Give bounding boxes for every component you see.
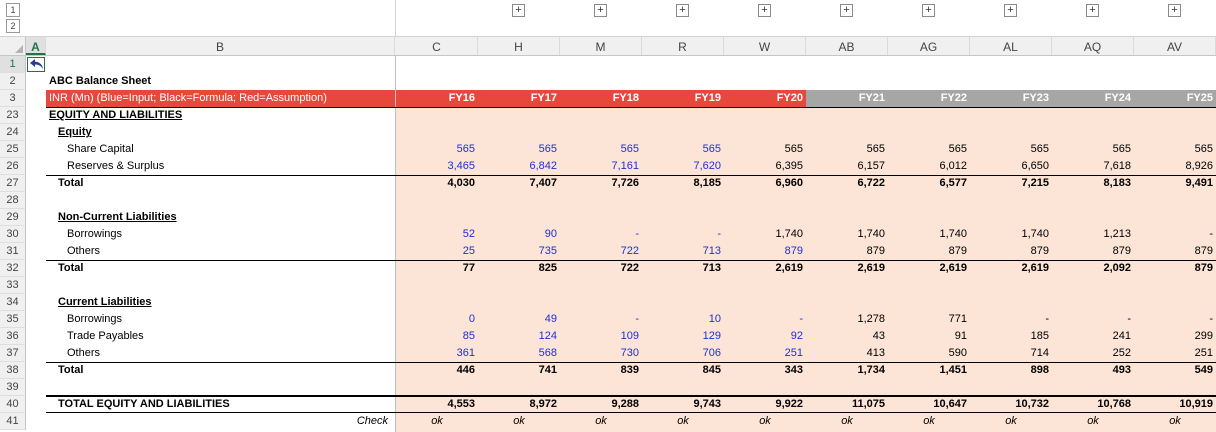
value-cell[interactable]: 565 — [538, 143, 557, 155]
value-cell[interactable]: 1,740 — [775, 228, 803, 240]
value-cell[interactable]: 343 — [784, 364, 803, 376]
value-cell[interactable]: 565 — [948, 143, 967, 155]
row-label[interactable]: Borrowings — [67, 313, 123, 325]
value-cell[interactable]: 10,647 — [933, 398, 967, 410]
value-cell[interactable]: 6,577 — [939, 177, 967, 189]
value-cell[interactable]: 6,012 — [939, 160, 967, 172]
value-cell[interactable]: - — [717, 228, 721, 240]
value-cell[interactable]: 565 — [1112, 143, 1131, 155]
value-cell[interactable]: 590 — [948, 347, 967, 359]
year-header-fy18[interactable]: FY18 — [612, 92, 639, 104]
value-cell[interactable]: 730 — [620, 347, 639, 359]
value-cell[interactable]: 6,722 — [857, 177, 885, 189]
column-header-al[interactable]: AL — [970, 37, 1052, 55]
value-cell[interactable]: - — [799, 313, 803, 325]
year-header-fy21[interactable]: FY21 — [858, 92, 885, 104]
value-cell[interactable]: 10,768 — [1097, 398, 1131, 410]
value-cell[interactable]: 1,734 — [857, 364, 885, 376]
value-cell[interactable]: 9,922 — [775, 398, 803, 410]
value-cell[interactable]: 713 — [702, 245, 721, 257]
value-cell[interactable]: 124 — [538, 330, 557, 342]
column-header-m[interactable]: M — [560, 37, 642, 55]
value-cell[interactable]: 8,972 — [529, 398, 557, 410]
expand-group-button[interactable]: + — [840, 4, 853, 17]
outline-divider — [395, 0, 396, 36]
row-header-36[interactable]: 36 — [0, 328, 26, 345]
row-label[interactable]: Borrowings — [67, 228, 123, 240]
value-cell[interactable]: 109 — [620, 330, 639, 342]
value-cell[interactable]: 251 — [1194, 347, 1213, 359]
value-cell[interactable]: 706 — [702, 347, 721, 359]
value-cell[interactable]: 251 — [784, 347, 803, 359]
value-cell[interactable]: 0 — [468, 313, 475, 325]
value-cell[interactable]: 1,740 — [939, 228, 967, 240]
row-header-3[interactable]: 3 — [0, 90, 26, 107]
year-header-fy22[interactable]: FY22 — [940, 92, 967, 104]
year-header-fy17[interactable]: FY17 — [530, 92, 557, 104]
expand-group-button[interactable]: + — [1168, 4, 1181, 17]
value-cell[interactable]: 85 — [462, 330, 475, 342]
row-header-31[interactable]: 31 — [0, 243, 26, 260]
value-cell[interactable]: 25 — [462, 245, 475, 257]
value-cell[interactable]: 565 — [620, 143, 639, 155]
outline-bar — [0, 0, 1216, 37]
column-header-c[interactable]: C — [396, 37, 478, 55]
value-cell[interactable]: 1,451 — [939, 364, 967, 376]
check-cell[interactable]: ok — [595, 415, 607, 427]
check-cell[interactable]: ok — [1005, 415, 1017, 427]
value-cell[interactable]: 92 — [790, 330, 803, 342]
column-header-r[interactable]: R — [642, 37, 724, 55]
row-label[interactable]: Others — [67, 347, 101, 359]
value-cell[interactable]: - — [635, 313, 639, 325]
row-header-2[interactable]: 2 — [0, 73, 26, 90]
row-header-34[interactable]: 34 — [0, 294, 26, 311]
row-header-35[interactable]: 35 — [0, 311, 26, 328]
value-cell[interactable]: 252 — [1112, 347, 1131, 359]
column-header-ab[interactable]: AB — [806, 37, 888, 55]
value-cell[interactable]: - — [1209, 313, 1213, 325]
row-header-24[interactable]: 24 — [0, 124, 26, 141]
row-label[interactable]: Non-Current Liabilities — [58, 211, 177, 223]
value-cell[interactable]: 565 — [456, 143, 475, 155]
value-cell[interactable]: 7,407 — [529, 177, 557, 189]
row-header-30[interactable]: 30 — [0, 226, 26, 243]
value-cell[interactable]: - — [1209, 228, 1213, 240]
value-cell[interactable]: 1,213 — [1103, 228, 1131, 240]
value-cell[interactable]: 6,960 — [775, 177, 803, 189]
column-header-h[interactable]: H — [478, 37, 560, 55]
check-cell[interactable]: ok — [677, 415, 689, 427]
value-cell[interactable]: 713 — [702, 262, 721, 274]
year-header-fy24[interactable]: FY24 — [1104, 92, 1131, 104]
value-cell[interactable]: 1,278 — [857, 313, 885, 325]
value-cell[interactable]: 722 — [620, 262, 639, 274]
column-header-w[interactable]: W — [724, 37, 806, 55]
value-cell[interactable]: 52 — [462, 228, 475, 240]
row-header-40[interactable]: 40 — [0, 396, 26, 413]
row-header-38[interactable]: 38 — [0, 362, 26, 379]
value-cell[interactable]: 3,465 — [447, 160, 475, 172]
total-top-border — [46, 362, 1216, 363]
value-cell[interactable]: 10 — [708, 313, 721, 325]
value-cell[interactable]: 898 — [1030, 364, 1049, 376]
year-header-fy19[interactable]: FY19 — [694, 92, 721, 104]
value-cell[interactable]: 2,619 — [857, 262, 885, 274]
row-label[interactable]: Trade Payables — [67, 330, 144, 342]
row-header-32[interactable]: 32 — [0, 260, 26, 277]
year-header-fy20[interactable]: FY20 — [776, 92, 803, 104]
value-cell[interactable]: 825 — [538, 262, 557, 274]
total-top-border — [46, 175, 1216, 176]
value-cell[interactable]: 7,620 — [693, 160, 721, 172]
grand-total-top-border — [46, 396, 1216, 397]
value-cell[interactable]: 879 — [1194, 262, 1213, 274]
check-cell[interactable]: ok — [759, 415, 771, 427]
value-cell[interactable]: 565 — [1030, 143, 1049, 155]
value-cell[interactable]: 493 — [1112, 364, 1131, 376]
value-cell[interactable]: 4,030 — [447, 177, 475, 189]
row-label[interactable]: INR (Mn) (Blue=Input; Black=Formula; Red=Assumption) — [49, 92, 327, 104]
value-cell[interactable]: 6,842 — [529, 160, 557, 172]
value-cell[interactable]: 8,183 — [1103, 177, 1131, 189]
value-cell[interactable]: 241 — [1112, 330, 1131, 342]
expand-group-button[interactable]: + — [594, 4, 607, 17]
row-label[interactable]: Others — [67, 245, 101, 257]
value-cell[interactable]: 2,619 — [939, 262, 967, 274]
value-cell[interactable]: 845 — [702, 364, 721, 376]
column-header-ag[interactable]: AG — [888, 37, 970, 55]
row-header-28[interactable]: 28 — [0, 192, 26, 209]
column-header-aq[interactable]: AQ — [1052, 37, 1134, 55]
value-cell[interactable]: 879 — [1194, 245, 1213, 257]
value-cell[interactable]: 10,919 — [1179, 398, 1213, 410]
check-cell[interactable]: ok — [513, 415, 525, 427]
check-cell[interactable]: ok — [923, 415, 935, 427]
value-cell[interactable]: 2,619 — [775, 262, 803, 274]
value-cell[interactable]: 839 — [620, 364, 639, 376]
value-cell[interactable]: 879 — [948, 245, 967, 257]
row-header-27[interactable]: 27 — [0, 175, 26, 192]
value-cell[interactable]: 361 — [456, 347, 475, 359]
value-cell[interactable]: 1,740 — [1021, 228, 1049, 240]
row-label[interactable]: EQUITY AND LIABILITIES — [49, 109, 183, 121]
value-cell[interactable]: 49 — [544, 313, 557, 325]
column-header-av[interactable]: AV — [1134, 37, 1216, 55]
row-label[interactable]: Share Capital — [67, 143, 134, 155]
back-arrow-button[interactable] — [27, 57, 45, 72]
column-header-a[interactable]: A — [26, 37, 46, 55]
row-header-33[interactable]: 33 — [0, 277, 26, 294]
value-cell[interactable]: 8,185 — [693, 177, 721, 189]
outline-level-2-button[interactable]: 2 — [6, 19, 20, 33]
value-cell[interactable]: 6,650 — [1021, 160, 1049, 172]
value-cell[interactable]: 129 — [702, 330, 721, 342]
expand-group-button[interactable]: + — [922, 4, 935, 17]
value-cell[interactable]: 565 — [866, 143, 885, 155]
year-header-fy23[interactable]: FY23 — [1022, 92, 1049, 104]
value-cell[interactable]: 11,075 — [851, 398, 885, 410]
total-top-border — [46, 260, 1216, 261]
select-all-corner[interactable] — [0, 37, 26, 55]
row-header-39[interactable]: 39 — [0, 379, 26, 396]
check-cell[interactable]: ok — [431, 415, 443, 427]
value-cell[interactable]: 879 — [1112, 245, 1131, 257]
value-cell[interactable]: 2,092 — [1103, 262, 1131, 274]
value-cell[interactable]: 7,618 — [1103, 160, 1131, 172]
year-header-fy16[interactable]: FY16 — [448, 92, 475, 104]
value-cell[interactable]: 568 — [538, 347, 557, 359]
value-cell[interactable]: 771 — [948, 313, 967, 325]
row-label[interactable]: TOTAL EQUITY AND LIABILITIES — [58, 398, 230, 410]
row-label[interactable]: ABC Balance Sheet — [49, 75, 152, 87]
expand-group-button[interactable]: + — [1004, 4, 1017, 17]
value-cell[interactable]: 565 — [784, 143, 803, 155]
value-cell[interactable]: 10,732 — [1015, 398, 1049, 410]
row-label[interactable]: Check — [356, 415, 388, 427]
year-header-fy25[interactable]: FY25 — [1186, 92, 1213, 104]
row-header-25[interactable]: 25 — [0, 141, 26, 158]
value-cell[interactable]: 565 — [1194, 143, 1213, 155]
value-cell[interactable]: - — [635, 228, 639, 240]
value-cell[interactable]: 6,395 — [775, 160, 803, 172]
row-header-26[interactable]: 26 — [0, 158, 26, 175]
row-label[interactable]: Current Liabilities — [58, 296, 152, 308]
value-cell[interactable]: 7,161 — [611, 160, 639, 172]
expand-group-button[interactable]: + — [758, 4, 771, 17]
row-label[interactable]: Total — [58, 364, 84, 376]
value-cell[interactable]: 9,288 — [611, 398, 639, 410]
row-header-23[interactable]: 23 — [0, 107, 26, 124]
value-cell[interactable]: 7,726 — [611, 177, 639, 189]
value-cell[interactable]: 6,157 — [857, 160, 885, 172]
row-label[interactable]: Equity — [58, 126, 92, 138]
section-border — [46, 107, 1216, 108]
value-cell[interactable]: 549 — [1194, 364, 1213, 376]
value-cell[interactable]: - — [1127, 313, 1131, 325]
row-label[interactable]: Reserves & Surplus — [67, 160, 165, 172]
value-cell[interactable]: 2,619 — [1021, 262, 1049, 274]
check-cell[interactable]: ok — [841, 415, 853, 427]
row-header-37[interactable]: 37 — [0, 345, 26, 362]
value-cell[interactable]: 879 — [866, 245, 885, 257]
value-cell[interactable]: 8,926 — [1185, 160, 1213, 172]
check-cell[interactable]: ok — [1087, 415, 1099, 427]
value-cell[interactable]: 299 — [1194, 330, 1213, 342]
value-cell[interactable]: 77 — [462, 262, 475, 274]
value-cell[interactable]: 714 — [1030, 347, 1049, 359]
value-cell[interactable]: 565 — [702, 143, 721, 155]
value-cell[interactable]: 741 — [538, 364, 557, 376]
value-cell[interactable]: 879 — [1030, 245, 1049, 257]
row-header-29[interactable]: 29 — [0, 209, 26, 226]
value-cell[interactable]: 735 — [538, 245, 557, 257]
row-label[interactable]: Total — [58, 177, 84, 189]
value-cell[interactable]: 4,553 — [447, 398, 475, 410]
value-cell[interactable]: 9,491 — [1185, 177, 1213, 189]
back-arrow-icon — [29, 58, 45, 71]
expand-group-button[interactable]: + — [1086, 4, 1099, 17]
value-cell[interactable]: 879 — [784, 245, 803, 257]
expand-group-button[interactable]: + — [676, 4, 689, 17]
value-cell[interactable]: 7,215 — [1021, 177, 1049, 189]
value-cell[interactable]: 90 — [544, 228, 557, 240]
row-label[interactable]: Total — [58, 262, 84, 274]
column-header-b[interactable]: B — [46, 37, 395, 55]
value-cell[interactable]: 91 — [954, 330, 967, 342]
value-cell[interactable]: 1,740 — [857, 228, 885, 240]
value-cell[interactable]: 446 — [456, 364, 475, 376]
row-header-1[interactable]: 1 — [0, 56, 26, 73]
value-cell[interactable]: 722 — [620, 245, 639, 257]
check-cell[interactable]: ok — [1169, 415, 1181, 427]
value-cell[interactable]: - — [1045, 313, 1049, 325]
value-cell[interactable]: 9,743 — [693, 398, 721, 410]
value-cell[interactable]: 185 — [1030, 330, 1049, 342]
row-header-41[interactable]: 41 — [0, 413, 26, 430]
value-cell[interactable]: 43 — [872, 330, 885, 342]
value-cell[interactable]: 413 — [866, 347, 885, 359]
expand-group-button[interactable]: + — [512, 4, 525, 17]
outline-level-1-button[interactable]: 1 — [6, 3, 20, 17]
